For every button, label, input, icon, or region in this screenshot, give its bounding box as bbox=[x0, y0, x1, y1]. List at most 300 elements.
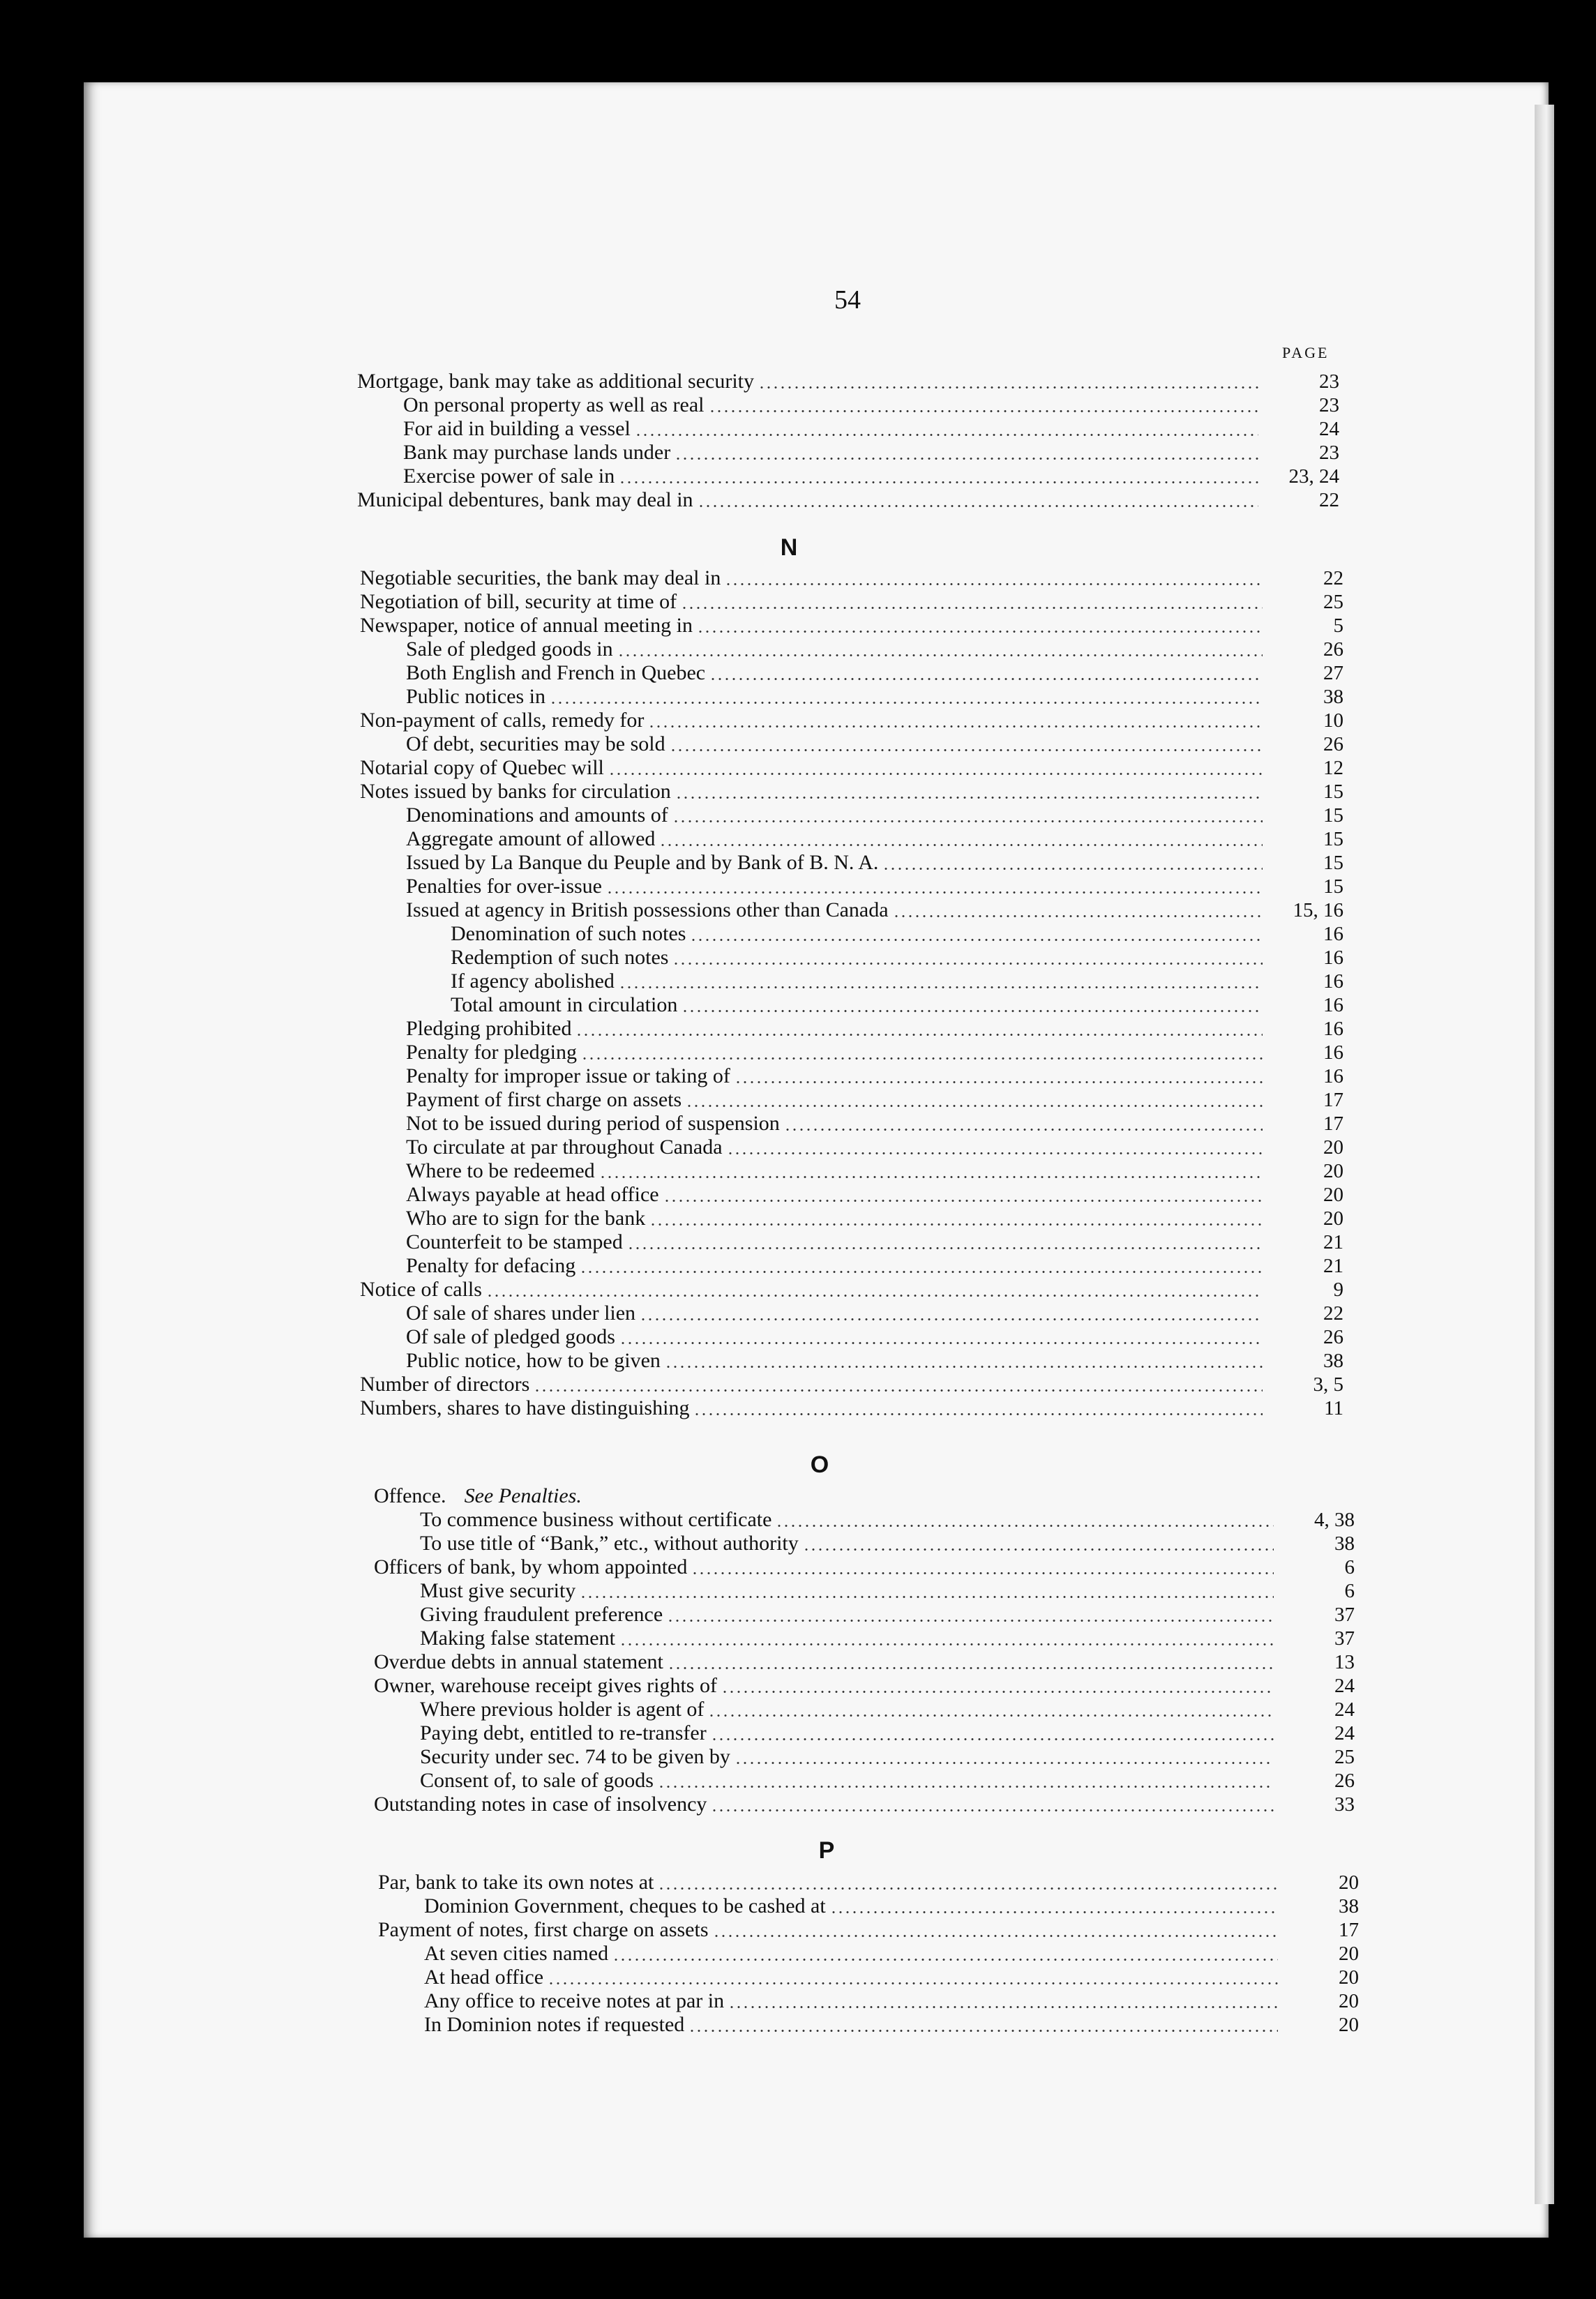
dot-leader bbox=[893, 915, 1263, 917]
dot-leader bbox=[803, 1548, 1274, 1551]
index-entry bbox=[360, 614, 1343, 638]
dot-leader bbox=[735, 1762, 1274, 1764]
entry-label: On personal property as well as real bbox=[403, 393, 705, 416]
entry-text bbox=[406, 1349, 661, 1373]
entry-label: Denominations and amounts of bbox=[406, 804, 668, 827]
entry-label: Sale of pledged goods in bbox=[406, 638, 613, 661]
entry-page-number: 16 bbox=[1323, 1041, 1343, 1064]
entry-text bbox=[406, 1041, 577, 1064]
index-entry bbox=[406, 804, 1343, 827]
dot-leader bbox=[619, 1643, 1274, 1645]
dot-leader bbox=[649, 1223, 1263, 1226]
index-entry bbox=[360, 1278, 1343, 1302]
entry-label: Overdue debts in annual statement bbox=[374, 1650, 663, 1673]
entry-page-number: 33 bbox=[1334, 1793, 1355, 1816]
dot-leader bbox=[619, 1342, 1263, 1344]
entry-page-number: 38 bbox=[1323, 686, 1343, 708]
entry-text bbox=[424, 1966, 543, 1989]
index-entry bbox=[403, 441, 1339, 465]
index-entry bbox=[406, 898, 1343, 922]
dot-leader bbox=[682, 1010, 1263, 1012]
dot-leader bbox=[735, 1081, 1263, 1083]
index-entry bbox=[406, 1230, 1343, 1254]
index-entry bbox=[403, 393, 1339, 417]
entry-page-number: 17 bbox=[1339, 1919, 1359, 1941]
index-entry bbox=[403, 465, 1339, 488]
entry-page-number: 15 bbox=[1323, 804, 1343, 827]
entry-text bbox=[420, 1579, 575, 1603]
entry-label: Who are to sign for the bank bbox=[406, 1207, 646, 1230]
entry-label: Penalty for pledging bbox=[406, 1041, 577, 1064]
index-entry bbox=[406, 661, 1343, 685]
entry-page-number: 6 bbox=[1344, 1556, 1355, 1578]
entry-page-number: 16 bbox=[1323, 970, 1343, 993]
entry-page-number: 15 bbox=[1323, 875, 1343, 898]
dot-leader bbox=[727, 1152, 1263, 1154]
entry-label: Exercise power of sale in bbox=[403, 465, 615, 488]
dot-leader bbox=[709, 678, 1263, 680]
index-entry bbox=[360, 756, 1343, 780]
dot-leader bbox=[550, 702, 1263, 704]
entry-page-number: 15 bbox=[1323, 828, 1343, 850]
entry-text bbox=[374, 1555, 687, 1579]
entry-text bbox=[378, 1871, 654, 1894]
index-entry bbox=[406, 1112, 1343, 1136]
entry-text bbox=[406, 1254, 575, 1278]
entry-text bbox=[360, 756, 604, 780]
entry-page-number: 23 bbox=[1319, 442, 1339, 464]
index-entry bbox=[406, 1136, 1343, 1159]
entry-label: Must give security bbox=[420, 1579, 576, 1602]
entry-text bbox=[403, 393, 705, 417]
entry-text bbox=[406, 1112, 780, 1136]
index-entry bbox=[424, 1966, 1359, 1989]
entry-page-number: 16 bbox=[1323, 994, 1343, 1016]
dot-leader bbox=[658, 1786, 1274, 1788]
section-letter: N bbox=[780, 534, 798, 561]
entry-page-number: 23 bbox=[1319, 370, 1339, 393]
entry-text bbox=[374, 1793, 707, 1816]
index-entry bbox=[406, 1207, 1343, 1230]
entry-page-number: 15 bbox=[1323, 852, 1343, 874]
index-entry bbox=[424, 2013, 1359, 2037]
entry-label: Where previous holder is agent of bbox=[420, 1698, 705, 1721]
dot-leader bbox=[580, 1271, 1263, 1273]
index-entry bbox=[406, 1159, 1343, 1183]
entry-label: Notarial copy of Quebec will bbox=[360, 756, 604, 779]
dot-leader bbox=[728, 2006, 1278, 2008]
entry-page-number: 10 bbox=[1323, 709, 1343, 732]
entry-label: To commence business without certificate bbox=[420, 1508, 772, 1531]
entry-page-number: 17 bbox=[1323, 1113, 1343, 1135]
entry-text bbox=[406, 1183, 659, 1207]
entry-text bbox=[406, 1136, 723, 1159]
entry-text bbox=[406, 1017, 571, 1041]
entry-label: Payment of first charge on assets bbox=[406, 1088, 682, 1111]
index-entry bbox=[451, 922, 1343, 946]
entry-label: Making false statement bbox=[420, 1627, 615, 1650]
index-entry bbox=[420, 1698, 1355, 1721]
entry-label: Public notices in bbox=[406, 685, 545, 708]
section-letter: P bbox=[818, 1837, 835, 1864]
index-entry bbox=[406, 1325, 1343, 1349]
entry-text bbox=[451, 922, 686, 946]
index-entry bbox=[406, 827, 1343, 851]
entry-text bbox=[424, 1894, 826, 1918]
entry-label: Issued by La Banque du Peuple and by Bank of B. N. A. bbox=[406, 851, 879, 874]
index-entry bbox=[378, 1918, 1359, 1942]
entry-text bbox=[360, 1278, 482, 1302]
index-entry bbox=[451, 993, 1343, 1017]
entry-label: Non-payment of calls, remedy for bbox=[360, 709, 645, 732]
entry-label: At seven cities named bbox=[424, 1942, 609, 1965]
entry-label: Municipal debentures, bank may deal in bbox=[357, 488, 693, 511]
dot-leader bbox=[672, 820, 1263, 822]
dot-leader bbox=[758, 386, 1258, 389]
dot-leader bbox=[675, 458, 1258, 460]
entry-page-number: 20 bbox=[1323, 1160, 1343, 1182]
index-entry bbox=[451, 946, 1343, 970]
index-entry bbox=[420, 1627, 1355, 1650]
index-entry bbox=[424, 1942, 1359, 1966]
index-entry bbox=[420, 1745, 1355, 1769]
dot-leader bbox=[548, 1982, 1278, 1984]
entry-page-number: 17 bbox=[1323, 1089, 1343, 1111]
entry-text bbox=[420, 1603, 663, 1627]
entry-label: Counterfeit to be stamped bbox=[406, 1230, 623, 1253]
entry-text bbox=[360, 614, 693, 638]
entry-page-number: 15 bbox=[1323, 781, 1343, 803]
entry-text bbox=[406, 1207, 645, 1230]
entry-label: Issued at agency in British possessions other than Canada bbox=[406, 898, 889, 921]
dot-leader bbox=[619, 481, 1258, 483]
index-entry bbox=[360, 709, 1343, 732]
entry-page-number: 16 bbox=[1323, 923, 1343, 945]
entry-page-number: 11 bbox=[1324, 1397, 1343, 1419]
entry-text bbox=[451, 946, 668, 970]
index-entry bbox=[406, 1183, 1343, 1207]
dot-leader bbox=[675, 797, 1263, 799]
entry-label: Aggregate amount of allowed bbox=[406, 827, 656, 850]
entry-page-number: 23 bbox=[1319, 394, 1339, 416]
entry-label: Not to be issued during period of suspension bbox=[406, 1112, 780, 1135]
entry-page-number: 20 bbox=[1323, 1136, 1343, 1159]
entry-page-number: 3, 5 bbox=[1313, 1373, 1343, 1396]
entry-page-number: 13 bbox=[1334, 1651, 1355, 1673]
entry-page-number: 25 bbox=[1334, 1746, 1355, 1768]
entry-text bbox=[424, 1942, 608, 1966]
index-entry bbox=[406, 732, 1343, 756]
dot-leader bbox=[580, 1596, 1274, 1598]
entry-page-number: 20 bbox=[1323, 1184, 1343, 1206]
entry-label: Total amount in circulation bbox=[451, 993, 678, 1016]
entry-text bbox=[406, 804, 668, 827]
entry-text bbox=[420, 1769, 654, 1793]
index-entry bbox=[374, 1793, 1355, 1816]
entry-label: If agency abolished bbox=[451, 970, 615, 993]
entry-label: In Dominion notes if requested bbox=[424, 2013, 685, 2036]
entry-text bbox=[424, 1989, 724, 2013]
dot-leader bbox=[830, 1911, 1278, 1913]
index-entry bbox=[406, 1254, 1343, 1278]
entry-page-number: 24 bbox=[1334, 1675, 1355, 1697]
index-entry bbox=[424, 1894, 1359, 1918]
entry-text bbox=[378, 1918, 709, 1942]
entry-text bbox=[406, 875, 602, 898]
dot-leader bbox=[663, 1200, 1263, 1202]
entry-text bbox=[403, 441, 670, 465]
index-entry bbox=[420, 1532, 1355, 1555]
entry-text bbox=[420, 1721, 707, 1745]
entry-label: Denomination of such notes bbox=[451, 922, 686, 945]
entry-text bbox=[406, 1230, 623, 1254]
entry-label: Pledging prohibited bbox=[406, 1017, 572, 1040]
entry-label: Notes issued by banks for circulation bbox=[360, 780, 671, 803]
dot-leader bbox=[691, 1572, 1274, 1574]
entry-page-number: 38 bbox=[1323, 1350, 1343, 1372]
entry-text bbox=[357, 370, 754, 393]
entry-text bbox=[360, 1396, 689, 1420]
dot-leader bbox=[575, 1034, 1263, 1036]
entry-page-number: 38 bbox=[1334, 1532, 1355, 1555]
index-entry bbox=[406, 1088, 1343, 1112]
entry-label: Penalty for improper issue or taking of bbox=[406, 1064, 730, 1087]
index-entry bbox=[357, 488, 1339, 512]
entry-label: Number of directors bbox=[360, 1373, 530, 1396]
page-number: 54 bbox=[834, 285, 861, 315]
dot-leader bbox=[619, 986, 1263, 988]
entry-label: For aid in building a vessel bbox=[403, 417, 631, 440]
entry-label: Security under sec. 74 to be given by bbox=[420, 1745, 730, 1768]
dot-leader bbox=[659, 844, 1263, 846]
entry-label: Dominion Government, cheques to be cashed at bbox=[424, 1894, 826, 1917]
entry-label: Officers of bank, by whom appointed bbox=[374, 1555, 688, 1578]
dot-leader bbox=[709, 410, 1258, 412]
entry-page-number: 15, 16 bbox=[1293, 899, 1343, 921]
entry-page-number: 20 bbox=[1339, 1990, 1359, 2012]
entry-label: Penalties for over-issue bbox=[406, 875, 602, 898]
dot-leader bbox=[627, 1247, 1263, 1249]
entry-label: Negotiation of bill, security at time of bbox=[360, 590, 677, 613]
entry-text bbox=[406, 638, 613, 661]
entry-cross-reference: See Penalties. bbox=[464, 1484, 582, 1507]
entry-page-number: 26 bbox=[1323, 733, 1343, 755]
entry-text bbox=[420, 1627, 615, 1650]
index-entry bbox=[420, 1603, 1355, 1627]
dot-leader bbox=[708, 1714, 1274, 1717]
index-entry bbox=[406, 1064, 1343, 1088]
entry-page-number: 22 bbox=[1323, 567, 1343, 589]
entry-label: Penalty for defacing bbox=[406, 1254, 576, 1277]
entry-text bbox=[403, 465, 615, 488]
dot-leader bbox=[693, 1413, 1263, 1415]
entry-label: Of sale of shares under lien bbox=[406, 1302, 636, 1325]
entry-label: Redemption of such notes bbox=[451, 946, 669, 969]
entry-text bbox=[360, 1373, 529, 1396]
entry-page-number: 21 bbox=[1323, 1231, 1343, 1253]
entry-page-number: 26 bbox=[1323, 1326, 1343, 1348]
entry-label: Negotiable securities, the bank may deal in bbox=[360, 566, 721, 589]
entry-label: Public notice, how to be given bbox=[406, 1349, 661, 1372]
entry-label: Paying debt, entitled to re-transfer bbox=[420, 1721, 707, 1744]
entry-text bbox=[360, 780, 671, 804]
entry-page-number: 26 bbox=[1323, 638, 1343, 661]
entry-text bbox=[406, 732, 665, 756]
entry-label: Newspaper, notice of annual meeting in bbox=[360, 614, 693, 637]
entry-label: To circulate at par throughout Canada bbox=[406, 1136, 723, 1159]
entry-text bbox=[374, 1484, 582, 1508]
entry-page-number: 6 bbox=[1344, 1580, 1355, 1602]
entry-page-number: 20 bbox=[1339, 1871, 1359, 1894]
entry-label: Giving fraudulent preference bbox=[420, 1603, 663, 1626]
index-entry bbox=[420, 1579, 1355, 1603]
entry-page-number: 27 bbox=[1323, 662, 1343, 684]
page-column-header: PAGE bbox=[1282, 344, 1330, 361]
index-entry bbox=[403, 417, 1339, 441]
entry-text bbox=[360, 590, 677, 614]
index-entry bbox=[406, 875, 1343, 898]
index-entry bbox=[420, 1508, 1355, 1532]
entry-text bbox=[420, 1698, 704, 1721]
entry-text bbox=[420, 1745, 730, 1769]
entry-page-number: 12 bbox=[1323, 757, 1343, 779]
entry-page-number: 25 bbox=[1323, 591, 1343, 613]
index-entry bbox=[378, 1871, 1359, 1894]
entry-text bbox=[406, 827, 655, 851]
entry-page-number: 16 bbox=[1323, 1018, 1343, 1040]
entry-text bbox=[424, 2013, 684, 2037]
entry-text bbox=[406, 898, 889, 922]
dot-leader bbox=[784, 1129, 1263, 1131]
section-letter: O bbox=[810, 1452, 829, 1478]
dot-leader bbox=[681, 607, 1263, 609]
entry-text bbox=[374, 1674, 717, 1698]
entry-label: Par, bank to take its own notes at bbox=[378, 1871, 654, 1894]
entry-label: Numbers, shares to have distinguishing bbox=[360, 1396, 690, 1419]
entry-label: Notice of calls bbox=[360, 1278, 482, 1301]
entry-label: Mortgage, bank may take as additional security bbox=[357, 370, 754, 393]
dot-leader bbox=[690, 939, 1263, 941]
dot-leader bbox=[486, 1295, 1263, 1297]
entry-label: To use title of “Bank,” etc., without authority bbox=[420, 1532, 799, 1555]
entry-page-number: 20 bbox=[1339, 1966, 1359, 1989]
index-entry bbox=[420, 1721, 1355, 1745]
dot-leader bbox=[599, 1176, 1263, 1178]
entry-text bbox=[374, 1650, 663, 1674]
entry-text bbox=[420, 1532, 799, 1555]
entry-page-number: 37 bbox=[1334, 1604, 1355, 1626]
entry-text bbox=[357, 488, 693, 512]
index-entry bbox=[374, 1484, 1355, 1508]
index-entry bbox=[357, 370, 1339, 393]
index-entry bbox=[406, 1349, 1343, 1373]
index-entry bbox=[360, 1373, 1343, 1396]
dot-leader bbox=[640, 1318, 1263, 1320]
entry-label: Where to be redeemed bbox=[406, 1159, 595, 1182]
entry-text bbox=[360, 709, 644, 732]
entry-page-number: 4, 38 bbox=[1314, 1509, 1355, 1531]
index-entry bbox=[360, 1396, 1343, 1420]
entry-text bbox=[406, 851, 878, 875]
dot-leader bbox=[635, 434, 1258, 436]
entry-text bbox=[406, 685, 545, 709]
entry-label: At head office bbox=[424, 1966, 544, 1989]
entry-page-number: 22 bbox=[1319, 489, 1339, 511]
dot-leader bbox=[612, 1959, 1278, 1961]
index-entry bbox=[420, 1769, 1355, 1793]
entry-page-number: 38 bbox=[1339, 1895, 1359, 1917]
entry-label: Of debt, securities may be sold bbox=[406, 732, 665, 755]
index-entry bbox=[406, 1041, 1343, 1064]
entry-text bbox=[403, 417, 631, 441]
entry-text bbox=[360, 566, 721, 590]
index-entry bbox=[406, 851, 1343, 875]
index-entry bbox=[374, 1555, 1355, 1579]
entry-label: Outstanding notes in case of insolvency bbox=[374, 1793, 707, 1816]
dot-leader bbox=[688, 2030, 1278, 2032]
dot-leader bbox=[882, 868, 1263, 870]
entry-label: Any office to receive notes at par in bbox=[424, 1989, 725, 2012]
entry-page-number: 16 bbox=[1323, 947, 1343, 969]
index-entry bbox=[406, 1017, 1343, 1041]
dot-leader bbox=[665, 1366, 1263, 1368]
dot-leader bbox=[534, 1389, 1263, 1392]
entry-label: Payment of notes, first charge on assets bbox=[378, 1918, 709, 1941]
entry-label: Of sale of pledged goods bbox=[406, 1325, 615, 1348]
entry-page-number: 23, 24 bbox=[1288, 465, 1339, 488]
dot-leader bbox=[711, 1738, 1274, 1740]
entry-text bbox=[406, 1064, 730, 1088]
entry-text bbox=[406, 661, 705, 685]
dot-leader bbox=[698, 505, 1258, 507]
dot-leader bbox=[606, 891, 1263, 894]
entry-text bbox=[406, 1159, 595, 1183]
entry-text bbox=[451, 993, 677, 1017]
entry-page-number: 37 bbox=[1334, 1627, 1355, 1650]
index-entry bbox=[424, 1989, 1359, 2013]
entry-page-number: 20 bbox=[1339, 1943, 1359, 1965]
index-entry bbox=[360, 566, 1343, 590]
index-entry bbox=[374, 1650, 1355, 1674]
dot-leader bbox=[658, 1887, 1278, 1890]
index-entry bbox=[406, 685, 1343, 709]
entry-page-number: 5 bbox=[1333, 615, 1343, 637]
dot-leader bbox=[721, 1691, 1274, 1693]
entry-page-number: 24 bbox=[1319, 418, 1339, 440]
entry-page-number: 26 bbox=[1334, 1770, 1355, 1792]
entry-page-number: 9 bbox=[1333, 1279, 1343, 1301]
dot-leader bbox=[697, 631, 1263, 633]
entry-label: Owner, warehouse receipt gives rights of bbox=[374, 1674, 717, 1697]
dot-leader bbox=[725, 583, 1263, 585]
dot-leader bbox=[713, 1935, 1278, 1937]
dot-leader bbox=[617, 654, 1263, 656]
entry-label: Always payable at head office bbox=[406, 1183, 659, 1206]
entry-text bbox=[451, 970, 615, 993]
entry-page-number: 20 bbox=[1339, 2014, 1359, 2036]
dot-leader bbox=[667, 1620, 1274, 1622]
entry-page-number: 20 bbox=[1323, 1207, 1343, 1230]
dot-leader bbox=[608, 773, 1263, 775]
entry-text bbox=[406, 1325, 615, 1349]
dot-leader bbox=[711, 1809, 1274, 1811]
dot-leader bbox=[686, 1105, 1263, 1107]
index-entry bbox=[374, 1674, 1355, 1698]
entry-label: Offence. bbox=[374, 1484, 446, 1507]
dot-leader bbox=[648, 725, 1263, 728]
entry-page-number: 24 bbox=[1334, 1698, 1355, 1721]
entry-text bbox=[420, 1508, 771, 1532]
